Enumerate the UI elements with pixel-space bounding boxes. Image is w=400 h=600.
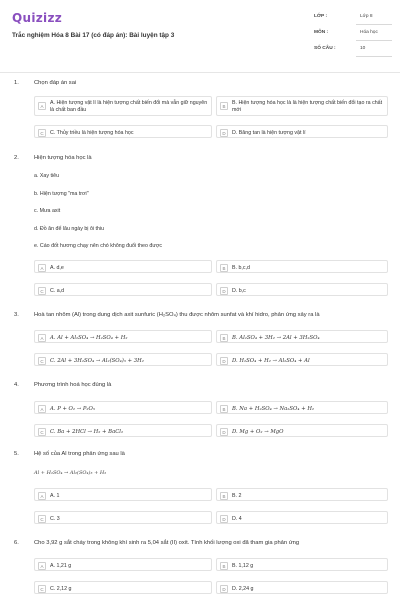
worksheet-header (0, 0, 400, 73)
question-stem: Phương trình hoá học đúng là (34, 382, 112, 388)
option-letter: A (38, 102, 46, 110)
meta-row-subject (314, 26, 392, 41)
option-b[interactable] (216, 260, 388, 273)
statement-b: b. Hiện tượng "ma trơi" (34, 191, 89, 197)
meta-underline (356, 56, 392, 57)
option-letter: C (38, 428, 46, 436)
option-text: B. Al₂SO₄ + 3H₂ → 2Al + 3H₂SO₄ (232, 334, 320, 341)
option-text: B. Na + H₂SO₄ → Na₂SO₄ + H₂ (232, 405, 315, 412)
option-c[interactable] (34, 283, 212, 296)
option-a[interactable] (34, 401, 212, 414)
option-text: D. 2,24 g (232, 585, 254, 592)
option-text: A. 1,21 g (50, 562, 72, 569)
option-text: D. Mg + O₂ → MgO (232, 428, 284, 435)
meta-key: SỐ CÂU : (314, 46, 336, 51)
meta-row-class (314, 10, 392, 25)
option-d[interactable] (216, 581, 388, 594)
question-stem: Cho 3,92 g sắt cháy trong không khí sinh ra 5,04 sắt (II) oxit. Tính khối lượng oxi đã tham gia phản ứng (34, 540, 300, 546)
option-c[interactable] (34, 424, 212, 437)
meta-value: Lớp 8 (360, 14, 373, 19)
option-letter: C (38, 357, 46, 365)
option-letter: B (220, 562, 228, 570)
statement-c: c. Mưa axit (34, 208, 61, 214)
option-text: A. Hiện tượng vật lí là hiện tượng chất biến đổi mà vẫn giữ nguyên là chất ban đầu (50, 100, 208, 113)
option-letter: D (220, 287, 228, 295)
option-c[interactable] (34, 581, 212, 594)
option-d[interactable] (216, 353, 388, 366)
option-letter: D (220, 129, 228, 137)
question-number: 2. (14, 155, 19, 161)
meta-box (314, 10, 392, 60)
option-letter: D (220, 515, 228, 523)
option-c[interactable] (34, 511, 212, 524)
option-a[interactable] (34, 330, 212, 343)
option-letter: D (220, 585, 228, 593)
option-text: D. Băng tan là hiện tượng vật lí (232, 129, 306, 136)
statement-a: a. Xay tiêu (34, 173, 60, 179)
option-letter: A (38, 264, 46, 272)
question-number: 4. (14, 382, 19, 388)
question-number: 1. (14, 80, 19, 86)
question-number: 5. (14, 451, 19, 457)
option-text: A. 1 (50, 492, 60, 499)
option-a[interactable] (34, 558, 212, 571)
option-text: C. Thủy triều là hiện tượng hóa học (50, 129, 134, 136)
option-a[interactable] (34, 96, 212, 116)
option-letter: A (38, 334, 46, 342)
option-c[interactable] (34, 353, 212, 366)
option-text: D. b,c (232, 287, 246, 294)
option-b[interactable] (216, 488, 388, 501)
option-letter: A (38, 492, 46, 500)
option-b[interactable] (216, 401, 388, 414)
option-d[interactable] (216, 511, 388, 524)
question-number: 3. (14, 312, 19, 318)
question-stem: Hệ số của Al trong phản ứng sau là (34, 451, 125, 457)
option-letter: C (38, 585, 46, 593)
option-text: C. 2,12 g (50, 585, 72, 592)
reaction-equation: Al + H₂SO₄ → Al₂(SO₄)₃ + H₂ (34, 470, 107, 476)
option-letter: B (220, 334, 228, 342)
option-b[interactable] (216, 330, 388, 343)
option-c[interactable] (34, 125, 212, 138)
option-a[interactable] (34, 488, 212, 501)
meta-key: LỚP : (314, 14, 328, 19)
option-text: B. Hiện tượng hóa học là là hiện tượng chất biến đổi tạo ra chất mới (232, 100, 383, 113)
option-text: B. 1,12 g (232, 562, 254, 569)
option-text: D. 4 (232, 515, 242, 522)
option-d[interactable] (216, 125, 388, 138)
meta-value: 10 (360, 46, 366, 51)
option-letter: C (38, 287, 46, 295)
quizizz-logo: Quizizz (12, 11, 63, 25)
meta-row-count (314, 42, 392, 57)
option-b[interactable] (216, 96, 388, 116)
option-d[interactable] (216, 424, 388, 437)
meta-underline (356, 24, 392, 25)
question-stem: Hiện tượng hóa học là (34, 155, 92, 161)
option-text: B. 2 (232, 492, 242, 499)
option-letter: D (220, 357, 228, 365)
option-text: D. H₂SO₄ + H₂ → Al₂SO₄ + Al (232, 357, 310, 364)
option-letter: C (38, 129, 46, 137)
option-text: C. a,d (50, 287, 65, 294)
option-text: B. b,c,d (232, 264, 250, 271)
option-text: C. 3 (50, 515, 60, 522)
option-letter: B (220, 264, 228, 272)
option-text: A. P + O₂ → P₂O₅ (50, 405, 95, 412)
option-a[interactable] (34, 260, 212, 273)
statement-d: d. Đồ ăn để lâu ngày bị ôi thiu (34, 226, 105, 232)
option-text: C. 2Al + 3H₂SO₄ → Al₂(SO₄)₃ + 3H₂ (50, 357, 144, 364)
option-text: C. Ba + 2HCl → H₂ + BaCl₂ (50, 428, 124, 435)
option-letter: B (220, 492, 228, 500)
option-letter: A (38, 405, 46, 413)
option-letter: B (220, 102, 228, 110)
option-d[interactable] (216, 283, 388, 296)
meta-underline (356, 40, 392, 41)
question-stem: Hoà tan nhôm (Al) trong dung dịch axit sunfuric (H₂SO₄) thu được nhôm sunfat và khí hidro, phản ứng xảy ra là (34, 312, 320, 318)
quiz-title: Trắc nghiệm Hóa 8 Bài 17 (có đáp án): Bài luyện tập 3 (12, 32, 175, 39)
question-stem: Chọn đáp án sai (34, 80, 77, 86)
option-letter: B (220, 405, 228, 413)
option-letter: A (38, 562, 46, 570)
option-letter: D (220, 428, 228, 436)
option-text: A. d,e (50, 264, 64, 271)
statement-e: e. Cáo đốt hương chạy nên chó không đuổi theo được (34, 243, 163, 249)
option-text: A. Al + Al₂SO₄ → H₂SO₄ + H₂ (50, 334, 128, 341)
option-b[interactable] (216, 558, 388, 571)
meta-value: Hóa học (360, 30, 378, 35)
meta-key: MÔN : (314, 30, 329, 35)
question-number: 6. (14, 540, 19, 546)
option-letter: C (38, 515, 46, 523)
